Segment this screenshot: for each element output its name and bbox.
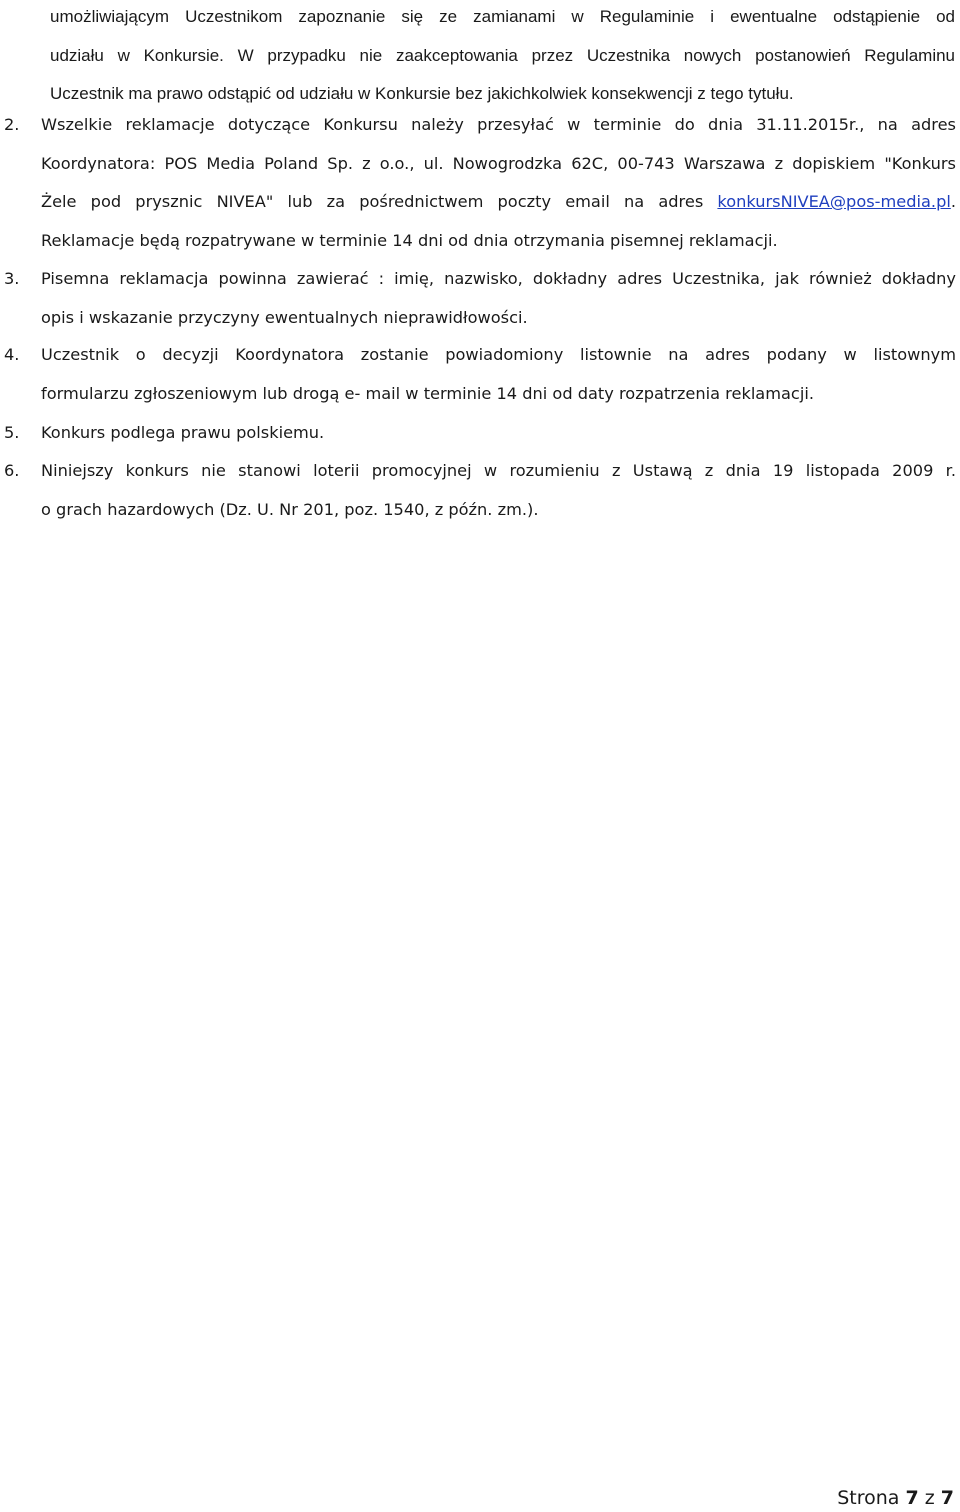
item-line: Niniejszy konkurs nie stanowi loterii promocyjnej w rozumieniu z Ustawą z dnia 19 listopada 2009 r. <box>41 461 956 480</box>
item-line: Pisemna reklamacja powinna zawierać : imię, nazwisko, dokładny adres Uczestnika, jak również dokładny <box>41 269 956 288</box>
email-link[interactable]: konkursNIVEA@pos-media.pl <box>717 192 951 211</box>
item-body <box>41 106 956 260</box>
item-body <box>41 414 956 453</box>
item-number: 3. <box>4 269 20 288</box>
item-number: 5. <box>4 423 20 442</box>
item-line-with-email <box>41 183 956 222</box>
item-line: formularzu zgłoszeniowym lub drogą e- mail w terminie 14 dni od daty rozpatrzenia reklamacji. <box>41 383 814 403</box>
item-body <box>41 336 956 413</box>
footer-total-pages: 7 <box>940 1487 954 1509</box>
intro-line: Uczestnik ma prawo odstąpić od udziału w Konkursie bez jakichkolwiek konsekwencji z tego tytułu. <box>50 84 794 103</box>
item-number: 4. <box>4 345 20 364</box>
footer-current-page: 7 <box>905 1487 919 1509</box>
intro-line: umożliwiającym Uczestnikom zapoznanie się ze zamianami w Regulaminie i ewentualne odstąpienie od <box>50 7 955 26</box>
intro-line: udziału w Konkursie. W przypadku nie zaakceptowania przez Uczestnika nowych postanowień Regulaminu <box>50 45 955 65</box>
item-line: o grach hazardowych (Dz. U. Nr 201, poz. 1540, z późn. zm.). <box>41 499 539 519</box>
item-number: 2. <box>4 115 20 134</box>
item-text: Żele pod prysznic NIVEA" lub za pośrednictwem poczty email na adres <box>41 192 718 211</box>
item-line: Reklamacje będą rozpatrywane w terminie 14 dni od dnia otrzymania pisemnej reklamacji. <box>41 230 778 250</box>
item-line: Uczestnik o decyzji Koordynatora zostanie powiadomiony listownie na adres podany w listownym <box>41 345 956 364</box>
item-body <box>41 452 956 529</box>
intro-paragraph <box>50 0 955 114</box>
footer-separator: z <box>924 1487 935 1509</box>
item-text: . <box>950 192 956 211</box>
footer-label: Strona <box>837 1487 900 1509</box>
page-number-footer <box>837 1484 954 1512</box>
item-body <box>41 260 956 337</box>
item-line: opis i wskazanie przyczyny ewentualnych nieprawidłowości. <box>41 307 528 327</box>
item-number: 6. <box>4 461 20 480</box>
item-line: Konkurs podlega prawu polskiemu. <box>41 423 325 442</box>
item-line: Koordynatora: POS Media Poland Sp. z o.o., ul. Nowogrodzka 62C, 00-743 Warszawa z dopiskiem "Konkurs <box>41 153 956 173</box>
item-line: Wszelkie reklamacje dotyczące Konkursu należy przesyłać w terminie do dnia 31.11.2015r., na adres <box>41 115 956 134</box>
